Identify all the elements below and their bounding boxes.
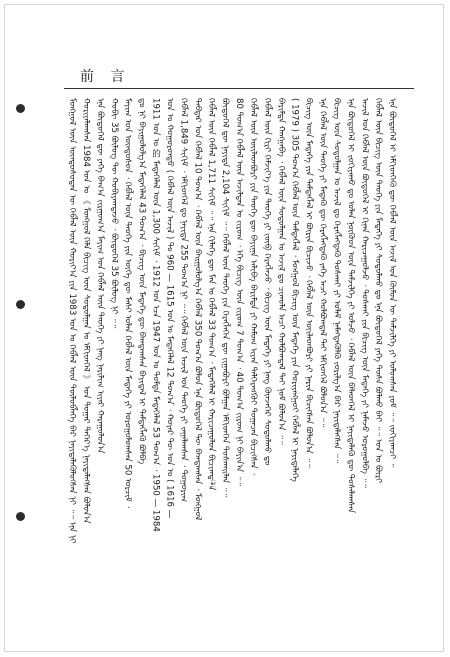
column-text: ᠳᠡᠪᠲᠡᠷ ᠤᠨ ᠬᠡᠪᠯᠡᠯ 10 ᠲᠣᠭ᠎ᠠ ᠂ ᠬᠡᠪᠯᠡᠯ ᠦᠨ ᠪᠠᠢᠭᠤᠯᠤᠯᠭ᠎ᠠ ᠬᠡᠪᠯᠡᠯ 350 ᠲᠣᠭ᠎ᠠ ᠪᠣᠯᠤᠨ ᠡᠨᠡ ᠪᠦᠲᠦᠭᠡᠯ ᠲᠦ ᠪᠠᠭᠲᠠᠭᠰᠠᠨ ᠂ ᠮᠣᠩᠭᠣᠯ [192, 98, 203, 521]
column-text: ᠡᠨᠡ ᠪᠦᠲᠦᠭᠡᠯ ᠳᠦ ᠶᠡᠬᠡ ᠪᠠᠭ᠎ᠠ ᠵᠢᠷᠭᠤᠭ᠎ᠠ ᠮᠠᠶᠢᠭ ᠤᠨ ᠬᠡᠪᠯᠡᠯ ᠦᠨ ᠲᠡᠦᠬᠡ ᠶᠢ ᠨᠡᠩ ᠨᠠᠷᠢᠯᠢᠭ ᠢᠶᠡᠷ ᠬᠠᠷᠠᠭᠤᠯᠤᠨ᠎ᠠ [94, 98, 105, 454]
column-text: ᠬᠡᠪᠯᠡᠯ ᠦᠨ ᠬᠢᠷᠢ ᠬᠡᠮᠵᠢᠶ᠎ᠡ ᠶᠢᠨ ᠲᠡᠦᠬᠡ ᠶᠢ ᠵᠦᠪ ᠬᠡᠷᠡᠭᠯᠡᠵᠦ ᠂ ᠪᠢᠴᠢᠭ ᠦᠨ ᠮᠡᠳᠡᠭᠡ ᠶᠢ ᠨᠡᠩ ᠭᠦᠨᠵᠡᠭᠡᠷ ᠰᠤᠳᠤᠯᠬᠤ ᠳᠤ [261, 98, 272, 466]
text-column [80, 98, 92, 634]
binding-hole [16, 300, 25, 309]
column-text: ᠬᠣᠷᠢᠶᠠᠯᠠᠭᠰᠠᠨ 1984 ᠣᠨ ᠤ 《 ᠮᠣᠩᠭᠣᠯ ᠬᠡᠯᠡ ᠪᠢᠴᠢᠭ ᠦᠨ ᠰᠤᠳᠤᠯᠭᠠᠨ ᠤ ᠡᠮᠬᠢᠳᠬᠡᠯ 》 ᠤᠨ ᠳᠤᠭᠠᠷ ᠳᠡᠭᠡᠷ᠎ᠡ ᠨᠡᠶᠢᠲᠡᠯᠡᠭᠰᠡᠨ ᠪᠣᠯᠤᠨ᠎ᠠ [80, 98, 91, 524]
text-column [163, 98, 175, 634]
text-column [386, 98, 398, 634]
text-column [108, 98, 120, 634]
text-column [191, 98, 203, 634]
column-text: ᠡᠨᠡ ᠬᠡᠪᠯᠡᠯ ᠦᠨ ᠲᠡᠦᠬᠡ ᠶᠢ ᠮᠡᠳᠡᠬᠦ ᠳᠦ ᠬᠡᠷᠡᠭᠯᠡᠭᠳᠡᠬᠦ ᠶᠡᠬᠡ ᠠᠴᠢ ᠬᠣᠯᠪᠣᠭᠳᠠᠯ ᠲᠠᠶ ᠡᠮᠬᠢᠳᠬᠡᠯ ᠪᠣᠯᠤᠨ᠎ᠠ ᠃᠃ [317, 98, 328, 428]
page-title: 前 言 [80, 69, 131, 85]
text-column [94, 98, 106, 634]
column-text: ᠮᠠᠶᠢᠭ ᠤᠨ ᠦᠨᠳᠦᠰᠦᠨ ᠂ ᠬᠡᠪᠯᠡᠯ ᠦᠨ ᠲᠡᠦᠬᠡ ᠶᠢᠨ ᠦᠭᠡ ᠳᠦ ᠮᠠᠰᠢ ᠣᠯᠠᠨ ᠬᠡᠪᠯᠡᠯ ᠦᠨ ᠮᠡᠳᠡᠭᠡ ᠶᠢ ᠣᠷᠤᠭᠤᠯᠤᠭᠰᠠᠨ 50 ᠣᠷᠴᠢᠮ ᠂ [122, 98, 133, 509]
column-text: ᠬᠡᠪᠯᠡᠯ ᠦᠨ ᠬᠡᠪᠯᠡᠯ 1,711 ᠰᠢᠬᠢᠮ ᠃᠃ ᠡᠨᠡ ᠬᠢᠯᠡᠭᠡ ᠳᠦ ᠮᠠᠨ ᠤ ᠬᠡᠪᠯᠡᠯ 33 ᠲᠣᠭ᠎ᠠ ᠂ ᠮᠡᠳᠡᠭᠡᠯᠡᠯ ᠢ ᠬᠠᠷᠢᠴᠠᠭᠤᠯᠤᠨ ᠪᠢᠴᠢᠭ᠍ᠳ᠍ᠡ [206, 98, 217, 491]
column-text: ᠪᠢᠴᠢᠭ ᠦᠨ ᠮᠡᠳᠡᠭᠡ ᠶᠢᠨ ᠲᠡᠮᠳᠡᠭᠯᠡᠯ ᠢ ᠪᠦᠷᠢᠨ ᠪᠢᠴᠢᠵᠦ ᠂ ᠬᠡᠪᠯᠡᠯ ᠦᠨ ᠦᠢᠯᠡᠳᠪᠦᠷᠢ ᠶᠢ ᠨᠠᠷᠢᠨ ᠪᠢᠴᠢᠭᠰᠡᠨ ᠪᠣᠯᠤᠨ᠎ᠠ ᠃᠃ [303, 98, 314, 468]
text-column [261, 98, 273, 634]
text-column [358, 98, 370, 634]
text-column [344, 98, 356, 634]
column-text: ᠳᠤ ᠨᠢ ᠪᠠᠶᠢᠭᠤᠯᠤᠯᠭ᠎ᠠ ᠮᠡᠳᠡᠭᠡᠯᠡᠯ 43 ᠲᠣᠭ᠎ᠠ ᠂ ᠪᠢᠴᠢᠭ ᠦᠨ ᠮᠡᠳᠡᠭᠡ ᠳᠦ ᠪᠠᠭᠲᠠᠭᠰᠠᠨ ᠪᠠᠶᠢᠳᠠᠯ ᠢ ᠲᠡᠮᠳᠡᠭᠯᠡᠬᠦ ᠪᠣᠯᠪᠠ [136, 98, 147, 465]
text-column [66, 98, 78, 634]
text-column [136, 98, 148, 634]
binding-hole [16, 104, 25, 113]
text-column [372, 98, 384, 634]
text-column [289, 98, 301, 634]
text-column [303, 98, 315, 634]
binding-hole [16, 512, 25, 521]
column-text: ᠪᠢᠴᠢᠭ ᠦᠨ ᠰᠤᠳᠤᠯᠭᠠᠨ ᠤ ᠠᠵᠢᠯ ᠳᠤ ᠬᠡᠷᠡᠭᠯᠡᠭᠳᠡᠬᠦ ᠲᠤᠰᠬᠠᠶ ᠶᠢ ᠤᠯᠠᠮ ᠨᠡᠮᠡᠭᠳᠡᠭᠦᠯᠬᠦ ᠵᠣᠷᠢᠯᠭ᠎ᠠ ᠪᠠᠷ ᠨᠡᠶᠢᠲᠡᠯᠡᠭᠰᠡᠨ ᠃᠃ [331, 98, 342, 464]
text-column [219, 98, 231, 634]
text-column [233, 98, 245, 634]
text-column [330, 98, 342, 634]
column-text: ᠡᠨᠡ ᠪᠦᠲᠦᠭᠡᠯ ᠢ ᠵᠣᠬᠢᠶᠠᠬᠤ ᠳᠤ ᠣᠯᠠᠨ ᠨᠥᠬᠥᠳ ᠦᠨ ᠳᠡᠮᠵᠢᠯᠭᠡ ᠶᠢ ᠣᠯᠵᠤ ᠂ ᠬᠡᠪᠯᠡᠯ ᠦᠨ ᠪᠡᠯᠡᠳᠬᠡᠯ ᠢ ᠨᠡᠶᠢᠲᠡᠯᠡᠬᠦ ᠳᠦ ᠲᠤᠰᠠᠯᠠᠭᠰᠠᠨ [345, 98, 356, 514]
column-text: ᠬᠡᠪᠯᠡᠯ 1,849 ᠰᠢᠬᠢᠮ ᠂ ᠡᠮᠬᠢᠳᠬᠡᠯ ᠳᠤ ᠨᠡᠶᠢᠲᠡ 255 ᠲᠣᠭ᠎ᠠ ᠨᠢ ᠃᠃ ᠬᠡᠪᠯᠡᠯ ᠦᠨ ᠠᠵᠢᠯ ᠤᠨ ᠲᠡᠦᠬᠡ ᠶᠢ ᠵᠠᠭᠠᠯᠠᠭᠰᠠᠨ ᠂ ᠲᠣᠭᠤᠷᠢᠭ [178, 98, 189, 503]
header-rule [64, 88, 414, 89]
column-text: ( 1979 ) 305 ᠲᠣᠭ᠎ᠠ ᠬᠡᠪᠯᠡᠯ ᠦᠨ ᠲᠡᠮᠳᠡᠭᠯᠡᠯ ᠂ ᠮᠣᠩᠭᠣᠯ ᠪᠢᠴᠢᠭ ᠦᠨ ᠮᠡᠳᠡᠭᠡ ᠶᠢᠨ ᠬᠣᠷᠢᠶᠠᠩᠭᠤᠢ ᠬᠡᠪᠯᠡᠯ ᠢ ᠨᠡᠶᠢᠲᠡᠯᠡᠭᠡ [289, 98, 300, 482]
text-column [317, 98, 329, 634]
text-column [122, 98, 134, 634]
column-text: 80 ᠲᠣᠭ᠎ᠠ ᠬᠡᠪᠯᠡᠯ ᠦᠨ ᠠᠵᠢᠯᠲᠠᠨ ᠤ ᠵᠢᠷᠤᠭ ᠂ ᠡᠬᠡ ᠪᠢᠴᠢᠭ ᠦᠨ ᠵᠢᠷᠤᠭ 7 ᠲᠣᠭ᠎ᠠ ᠂ 40 ᠲᠣᠭ᠎ᠠ ᠵᠢᠷᠤᠭ ᠨᠢ ᠪᠠᠶᠢᠨ᠎ᠠ ᠃᠃ [234, 98, 244, 487]
column-text: ᠬᠤᠪᠢ 35 ᠪᠦᠯᠦᠭ ᠲᠦ ᠬᠤᠪᠢᠶᠠᠭᠳᠠᠵᠤ ᠂ ᠪᠦᠲᠦᠭᠡᠯ 35 ᠪᠦᠯᠦᠭ ᠨᠢ ᠃᠃ [108, 98, 119, 329]
column-text: ᠪᠦᠲᠦᠭᠡᠯ ᠳᠦ ᠨᠡᠶᠢᠲᠡ 2,104 ᠰᠢᠬᠢᠮ ᠃᠃ ᠬᠡᠪᠯᠡᠯ ᠦᠨ ᠲᠡᠦᠬᠡ ᠶᠢᠨ ᠬᠡᠷᠡᠭᠯᠡᠭᠡᠨ ᠳᠦ ᠵᠢᠭᠠᠪᠤᠷᠢ ᠪᠣᠯᠭᠠᠨ ᠡᠮᠬᠢᠳᠬᠡᠨ ᠲᠤᠰᠬᠠᠢᠯᠠᠨ ᠃᠃ [220, 98, 231, 498]
column-text: ᠮᠣᠩᠭᠣᠯ ᠦᠨ ᠦᠨᠳᠦᠰᠦᠲᠡᠨ ᠦ ᠬᠡᠪᠯᠡᠯ ᠦᠨ ᠬᠣᠷᠢᠶ᠎ᠠ ᠶᠢᠨ 1983 ᠣᠨ ᠤ ᠬᠡᠪᠯᠡᠯ ᠦᠨ ᠲᠥᠯᠥᠪᠯᠡᠭᠡ ᠪᠡᠷ ᠨᠡᠶᠢᠲᠡᠯᠡᠭᠦᠯᠦᠭᠰᠡᠨ ᠨᠢ ᠃᠃ ᠡᠨᠡ ᠨᠢ [67, 98, 77, 544]
column-text: 1911 ᠣᠨ ᠤ 的 ᠮᠡᠳᠡᠭᠡᠯᠡᠯ ᠦᠨ 1,300 ᠰᠢᠬᠢᠮ ᠂ 1912 ᠣᠨ ᠡᠴᠡ 1947 ᠣᠨ ᠤ ᠳᠤᠮᠳᠠ ᠮᠡᠳᠡᠭᠡᠯᠡᠯ 53 ᠲᠣᠭ᠎ᠠ ᠂ 1950 — 1984 [150, 98, 161, 532]
column-text: ᠪᠠᠷᠢᠮᠲᠠ ᠬᠠᠩᠭᠠᠪᠠ ᠂ ᠬᠡᠪᠯᠡᠯ ᠦᠨ ᠰᠤᠳᠤᠯᠭᠠᠨ ᠤ ᠠᠵᠢᠯ ᠳᠤ ᠴᠢᠬᠤᠯᠠ ᠠᠴᠢ ᠬᠣᠯᠪᠤᠭᠳᠠᠯ ᠲᠠᠶ ᠨᠣᠮ ᠪᠣᠯᠤᠨ᠎ᠠ ᠃᠃ [275, 98, 286, 445]
column-text: ᠡᠨᠡ ᠪᠦᠲᠦᠭᠡᠯ ᠢ ᠡᠮᠬᠢᠳᠬᠡᠬᠦ ᠳᠦ ᠬᠡᠪᠯᠡᠯ ᠦᠨ ᠠᠵᠢᠯ ᠤᠨ ᠬᠦᠮᠦᠨ ᠦ ᠳᠡᠮᠵᠢᠯᠭᠡ ᠶᠢ ᠣᠯᠤᠭᠰᠠᠨ ᠶᠤᠮ ᠃᠃ ᠵᠣᠬᠢᠶᠠᠭᠴᠢ ᠃ [387, 98, 398, 468]
vertical-text-block [66, 98, 400, 634]
column-text: ᠠᠵᠢᠯ ᠤᠨ ᠬᠡᠪᠯᠡᠯ ᠦᠨ ᠪᠦᠲᠦᠭᠡᠯ ᠢ ᠬᠢᠨᠠᠨ ᠬᠠᠷᠢᠴᠠᠭᠤᠯᠵᠤ ᠂ ᠲᠤᠰᠬᠠᠢ ᠶᠢᠨ ᠪᠢᠴᠢᠭ ᠦᠨ ᠮᠡᠳᠡᠭᠡ ᠶᠢ ᠨᠡᠮᠡᠵᠦ ᠣᠷᠤᠭᠤᠯᠪᠠ ᠃᠃ [359, 98, 370, 489]
column-text: ᠬᠡᠪᠯᠡᠯ ᠦᠨ ᠦᠢᠯᠡᠳᠪᠦᠷᠢ ᠶᠢᠨ ᠲᠡᠦᠬᠡ ᠳᠦ ᠪᠠᠶᠢᠭᠠ ᠠᠯᠢᠪᠠ ᠪᠠᠷᠢᠮᠲᠠ ᠶᠢ ᠬᠠᠮᠤᠭ ᠢᠶᠡᠨ ᠳᠡᠯᠭᠡᠷᠡᠩᠭᠦᠢ ᠲᠣᠭᠠᠴᠠᠨ ᠪᠢᠴᠢᠭᠰᠡᠨ ᠂ [247, 98, 258, 475]
text-column [205, 98, 217, 634]
text-column [275, 98, 287, 634]
text-column [247, 98, 259, 634]
column-text: ᠣᠨ ᠤ ᠬᠣᠭᠣᠷᠣᠨᠳᠣ ( ᠬᠡᠪᠯᠡᠯ ᠦᠨ ᠠᠵᠢᠯ ) ᠲᠤ 960 — 1615 ᠣᠨ ᠤ ᠮᠡᠳᠡᠭᠡᠯᠡᠯ 12 ᠲᠣᠭ᠎ᠠ ᠂ ᠬᠣᠶᠠᠷ ᠲᠦ ᠣᠨ ᠤ ( 1616 — [164, 98, 175, 519]
column-text: ᠬᠡᠪᠯᠡᠯ ᠦᠨ ᠪᠢᠴᠢᠭ ᠦᠨ ᠲᠡᠦᠬᠡ ᠶᠢᠨ ᠮᠡᠳᠡᠭᠡ ᠶᠢ ᠰᠤᠳᠤᠯᠬᠤ ᠳᠤ ᠡᠨᠡ ᠪᠦᠲᠦᠭᠡᠯ ᠶᠡᠬᠡ ᠲᠤᠰᠠ ᠪᠣᠯᠬᠤ ᠪᠡᠢ ᠃᠃ ᠣᠨ ᠤ ᠪᠦᠷᠢ [373, 98, 384, 484]
text-column [150, 98, 162, 634]
text-column [177, 98, 189, 634]
